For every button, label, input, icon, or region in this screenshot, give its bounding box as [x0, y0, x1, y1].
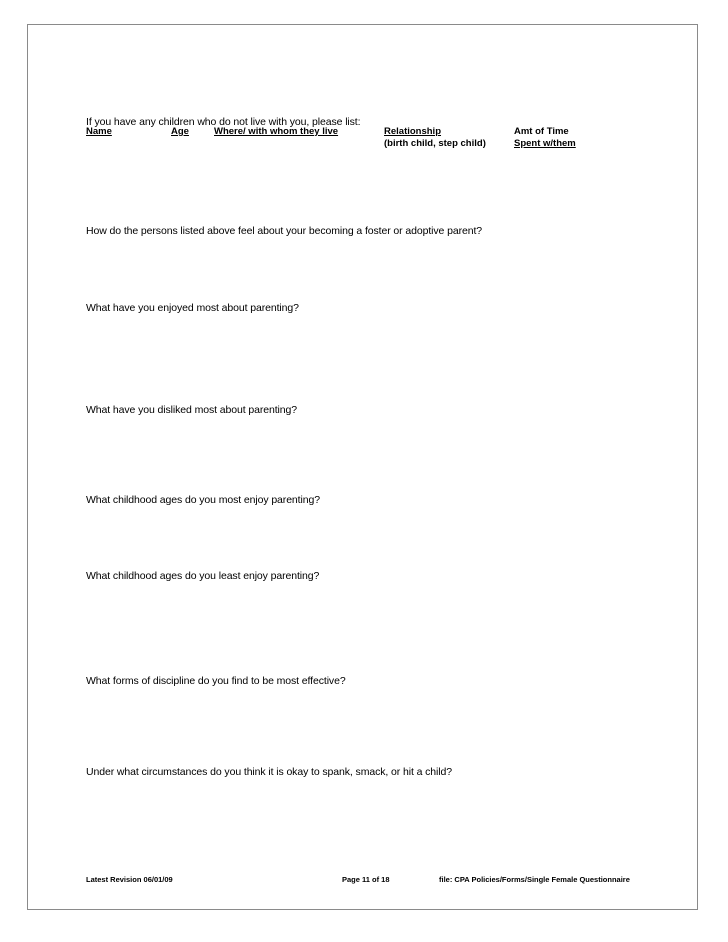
question-most-enjoy-ages: What childhood ages do you most enjoy parenting?	[86, 494, 320, 506]
header-relationship: Relationship	[384, 126, 442, 137]
header-age: Age	[171, 126, 189, 137]
question-least-enjoy-ages: What childhood ages do you least enjoy parenting?	[86, 570, 320, 582]
header-name: Name	[86, 126, 112, 137]
question-discipline: What forms of discipline do you find to be most effective?	[86, 675, 346, 687]
question-disliked: What have you disliked most about parenting?	[86, 404, 297, 416]
footer-page-number: Page 11 of 18	[342, 875, 390, 884]
footer-revision: Latest Revision 06/01/09	[86, 875, 173, 884]
header-amt-time: Amt of Time	[514, 126, 569, 137]
question-spanking: Under what circumstances do you think it is okay to spank, smack, or hit a child?	[86, 766, 452, 778]
intro-text: If you have any children who do not live with you, please list:	[86, 116, 361, 128]
question-enjoyed: What have you enjoyed most about parenting?	[86, 302, 299, 314]
question-feelings: How do the persons listed above feel about your becoming a foster or adoptive parent?	[86, 225, 483, 237]
header-where: Where/ with whom they live	[214, 126, 339, 137]
header-relationship-note: (birth child, step child)	[384, 138, 486, 149]
header-spent-with-them: Spent w/them	[514, 138, 576, 149]
footer-file-path: file: CPA Policies/Forms/Single Female Questionnaire	[439, 875, 630, 884]
